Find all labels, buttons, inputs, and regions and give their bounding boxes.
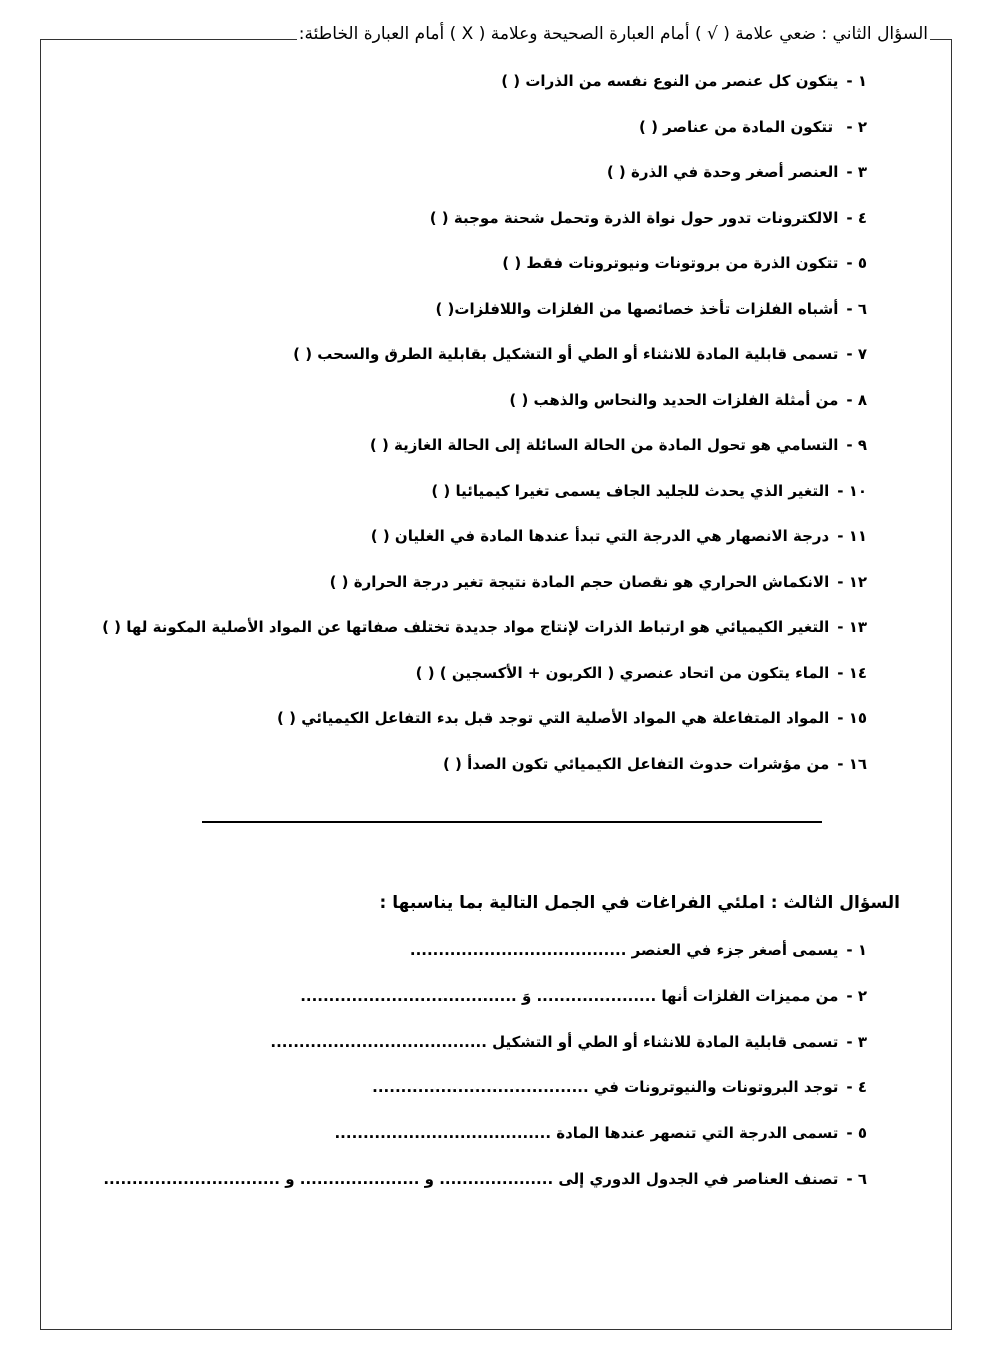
- statement-item: [103, 1170, 867, 1188]
- statement-item: [372, 1078, 867, 1096]
- item-text: تتكون الذرة من بروتونات ونيوترونات فقط ( ): [502, 254, 839, 272]
- item-text: يتكون كل عنصر من النوع نفسه من الذرات ( ): [501, 72, 839, 90]
- item-number: ٣ -: [846, 1032, 867, 1051]
- item-text: التغير الذي يحدث للجليد الجاف يسمى تغيرا كيميائيا ( ): [431, 481, 830, 500]
- item-text: من أمثلة الفلزات الحديد والنحاس والذهب ( ): [509, 390, 839, 409]
- item-number: ٣ -: [846, 163, 867, 181]
- item-number: ١٣ -: [837, 618, 867, 636]
- statement-item: [607, 163, 867, 181]
- item-text: تصنف العناصر في الجدول الدوري إلى .................... و ..................... و ...............................: [103, 1170, 839, 1188]
- statement-item: [370, 436, 867, 454]
- statement-item: [334, 1124, 867, 1142]
- question2-title: السؤال الثاني : ضعي علامة ( √ ) أمام العبارة الصحيحة وعلامة ( X ) أمام العبارة الخاطئة:: [298, 24, 928, 44]
- item-text: أشباه الفلزات تأخذ خصائصها من الفلزات واللافلزات( ): [435, 299, 839, 318]
- statement-item: [501, 72, 867, 90]
- item-number: ١٢ -: [837, 572, 867, 591]
- statement-item: [639, 118, 867, 136]
- item-text: من مؤشرات حدوث التفاعل الكيميائي تكون الصدأ ( ): [442, 754, 830, 773]
- item-text: العنصر أصغر وحدة في الذرة ( ): [606, 163, 839, 181]
- item-text: تسمى قابلية المادة للانثناء أو الطي أو التشكيل بقابلية الطرق والسحب ( ): [293, 345, 839, 363]
- item-text: تتكون المادة من عناصر ( ): [639, 117, 839, 136]
- item-number: ١١ -: [837, 527, 867, 545]
- item-number: ٢ -: [846, 117, 867, 136]
- statement-item: [330, 573, 867, 591]
- statement-item: [431, 482, 867, 500]
- item-text: من مميزات الفلزات أنها ..................... وَ ......................................: [300, 986, 839, 1005]
- statement-item: [270, 1033, 867, 1051]
- statement-item: [502, 254, 867, 272]
- item-text: الماء يتكون من اتحاد عنصري ( الكربون + الأكسجين ) ( ): [415, 663, 830, 682]
- item-text: الانكماش الحراري هو نقصان حجم المادة نتيجة تغير درجة الحرارة ( ): [329, 572, 830, 591]
- item-number: ١٤ -: [837, 663, 867, 682]
- item-text: تسمى قابلية المادة للانثناء أو الطي أو التشكيل ......................................: [270, 1032, 839, 1051]
- item-number: ٢ -: [846, 986, 867, 1005]
- item-text: المواد المتفاعلة هي المواد الأصلية التي توجد قبل بدء التفاعل الكيميائي ( ): [277, 709, 830, 727]
- item-text: تسمى الدرجة التي تنصهر عندها المادة ......................................: [334, 1124, 839, 1143]
- statement-item: [416, 664, 867, 682]
- item-number: ٤ -: [846, 1078, 867, 1097]
- item-text: درجة الانصهار هي الدرجة التي تبدأ عندها المادة في الغليان ( ): [370, 527, 830, 545]
- item-number: ١٠ -: [837, 481, 867, 500]
- statement-item: [430, 209, 867, 227]
- statement-item: [443, 755, 867, 773]
- item-number: ١٦ -: [837, 754, 867, 773]
- section-divider: [202, 821, 822, 823]
- item-number: ٦ -: [846, 1170, 867, 1188]
- statement-item: [102, 618, 867, 636]
- statement-item: [300, 987, 867, 1005]
- item-number: ١ -: [846, 941, 867, 959]
- item-text: الالكترونات تدور حول نواة الذرة وتحمل شحنة موجبة ( ): [429, 208, 839, 227]
- item-number: ١ -: [846, 72, 867, 90]
- item-number: ٥ -: [846, 1124, 867, 1143]
- item-number: ١٥ -: [837, 709, 867, 727]
- item-text: التسامي هو تحول المادة من الحالة السائلة إلى الحالة الغازية ( ): [369, 436, 839, 454]
- item-number: ٥ -: [846, 254, 867, 272]
- statement-item: [435, 300, 867, 318]
- item-number: ٦ -: [846, 299, 867, 318]
- statement-item: [277, 709, 867, 727]
- statement-item: [293, 345, 867, 363]
- item-number: ٨ -: [846, 390, 867, 409]
- item-number: ٧ -: [846, 345, 867, 363]
- statement-item: [509, 391, 867, 409]
- statement-item: [410, 941, 867, 959]
- item-text: يسمى أصغر جزء في العنصر ......................................: [409, 941, 839, 959]
- item-text: توجد البروتونات والنيوترونات في ......................................: [372, 1078, 839, 1097]
- question3-title: السؤال الثالث : املئي الفراغات في الجمل التالية بما يناسبها :: [379, 893, 900, 913]
- item-number: ٤ -: [846, 208, 867, 227]
- item-text: التغير الكيميائي هو ارتباط الذرات لإنتاج مواد جديدة تختلف صفاتها عن المواد الأصلية المكونة لها ( ): [102, 618, 830, 636]
- item-number: ٩ -: [846, 436, 867, 454]
- statement-item: [371, 527, 867, 545]
